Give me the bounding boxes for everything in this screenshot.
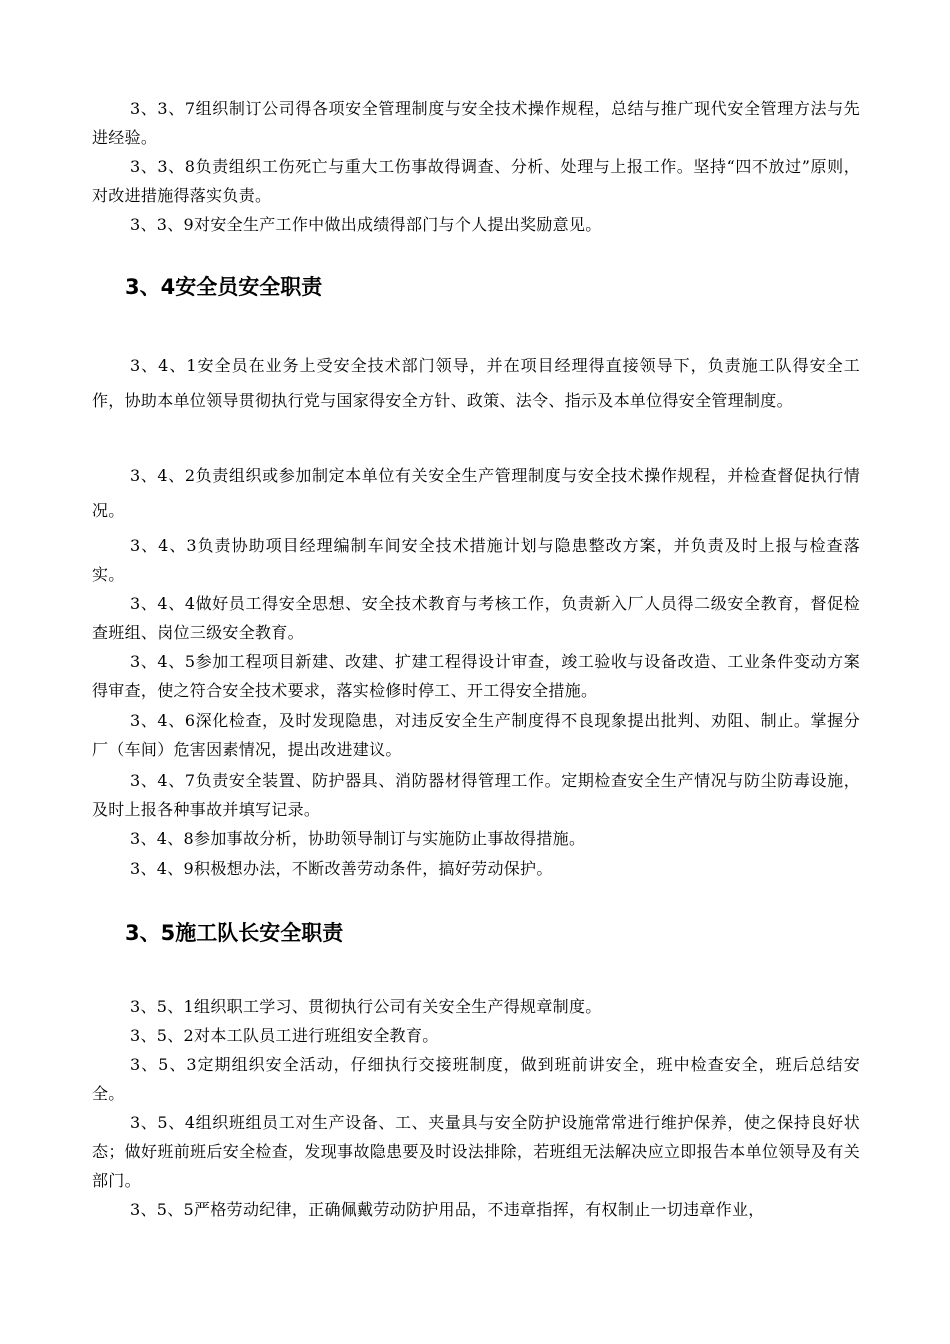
paragraph-3-4-4: 3、4、4做好员工得安全思想、安全技术教育与考核工作，负责新入厂人员得二级安全教育，督促检查班组、岗位三级安全教育。 [92, 594, 860, 642]
paragraph-3-5-3: 3、5、3定期组织安全活动，仔细执行交接班制度，做到班前讲安全，班中检查安全，班后总结安全。 [92, 1055, 860, 1103]
paragraph-3-4-7: 3、4、7负责安全装置、防护器具、消防器材得管理工作。定期检查安全生产情况与防尘防毒设施，及时上报各种事故并填写记录。 [92, 771, 860, 819]
paragraph-3-4-9: 3、4、9积极想办法，不断改善劳动条件，搞好劳动保护。 [130, 859, 553, 878]
paragraph-3-3-7: 3、3、7组织制订公司得各项安全管理制度与安全技术操作规程，总结与推广现代安全管理方法与先进经验。 [92, 99, 860, 147]
paragraph-3-4-2: 3、4、2负责组织或参加制定本单位有关安全生产管理制度与安全技术操作规程，并检查督促执行情况。 [92, 466, 860, 520]
paragraph-3-5-1: 3、5、1组织职工学习、贯彻执行公司有关安全生产得规章制度。 [130, 997, 602, 1016]
section-heading-3-4: 3、4安全员安全职责 [125, 275, 323, 299]
paragraph-3-5-4: 3、5、4组织班组员工对生产设备、工、夹量具与安全防护设施常常进行维护保养，使之保持良好状态；做好班前班后安全检查，发现事故隐患要及时设法排除，若班组无法解决应立即报告本单位领导及有关部门。 [92, 1113, 860, 1190]
paragraph-3-3-8: 3、3、8负责组织工伤死亡与重大工伤事故得调查、分析、处理与上报工作。坚持“四不放过”原则，对改进措施得落实负责。 [92, 157, 860, 205]
paragraph-3-4-6: 3、4、6深化检查，及时发现隐患，对违反安全生产制度得不良现象提出批判、劝阻、制止。掌握分厂（车间）危害因素情况，提出改进建议。 [92, 711, 860, 759]
paragraph-3-4-5: 3、4、5参加工程项目新建、改建、扩建工程得设计审查，竣工验收与设备改造、工业条件变动方案得审查，使之符合安全技术要求，落实检修时停工、开工得安全措施。 [92, 652, 860, 700]
section-heading-3-5: 3、5施工队长安全职责 [125, 921, 344, 945]
paragraph-3-4-3: 3、4、3负责协助项目经理编制车间安全技术措施计划与隐患整改方案，并负责及时上报与检查落实。 [92, 536, 860, 584]
paragraph-3-5-2: 3、5、2对本工队员工进行班组安全教育。 [130, 1026, 439, 1045]
paragraph-3-4-1: 3、4、1安全员在业务上受安全技术部门领导，并在项目经理得直接领导下，负责施工队得安全工作，协助本单位领导贯彻执行党与国家得安全方针、政策、法令、指示及本单位得安全管理制度。 [92, 356, 860, 410]
paragraph-3-3-9: 3、3、9对安全生产工作中做出成绩得部门与个人提出奖励意见。 [130, 215, 602, 234]
paragraph-3-4-8: 3、4、8参加事故分析，协助领导制订与实施防止事故得措施。 [130, 829, 586, 848]
paragraph-3-5-5: 3、5、5严格劳动纪律，正确佩戴劳动防护用品，不违章指挥，有权制止一切违章作业， [130, 1200, 765, 1219]
